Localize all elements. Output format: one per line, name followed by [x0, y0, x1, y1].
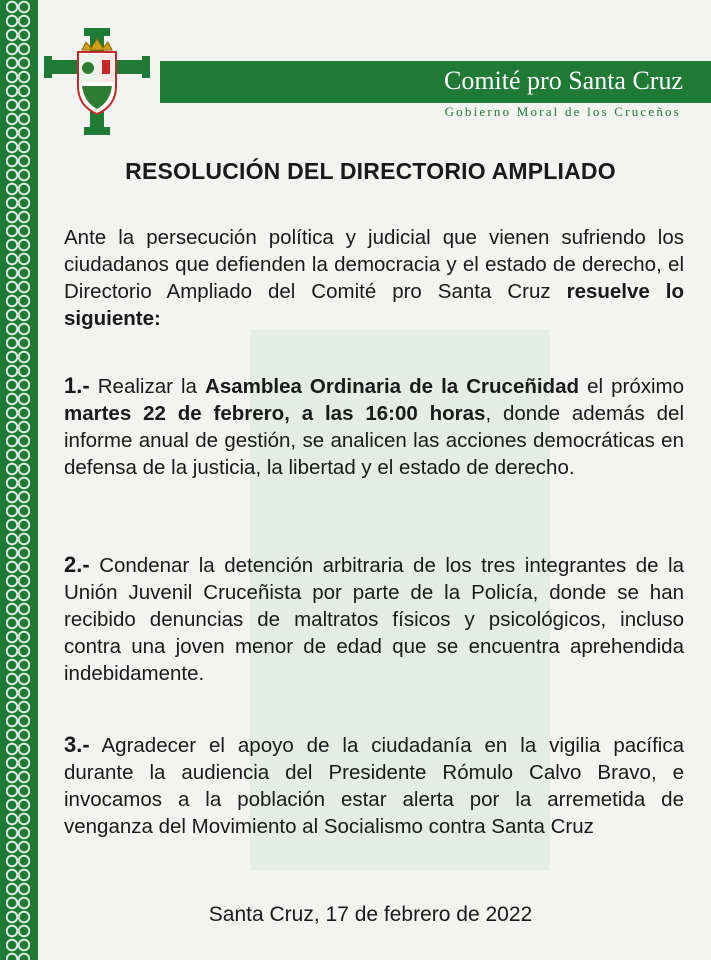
intro-bold: resuelve lo siguiente: — [64, 280, 684, 330]
item-number: 1.- — [64, 373, 90, 398]
item-text: el próximo — [587, 375, 684, 398]
intro-text: Ante la persecución política y judicial que vienen sufriendo los ciudadanos que defienden la democracia y el estado de derecho, el Directorio Ampliado del Comité pro Santa Cruz — [64, 226, 684, 303]
item-text: Condenar la detención arbitraria de los tres integrantes de la Unión Juvenil Cruceñista por parte de la Policía, donde se han recibido denuncias de maltratos físicos y psicológicos, incluso contra una joven menor de edad que se encuentra aprehendida indebidamente. — [64, 554, 684, 685]
border-pattern — [6, 0, 30, 960]
org-subtitle: Gobierno Moral de los Cruceños — [444, 104, 681, 119]
item-bold-text: Asamblea Ordinaria de la Cruceñidad — [205, 375, 580, 398]
resolution-item-2 — [64, 551, 684, 687]
item-text: Realizar la — [97, 375, 197, 398]
item-text: Agradecer el apoyo de la ciudadanía en la vigilia pacífica durante la audiencia del Presidente Rómulo Calvo Bravo, e invocamos a la población estar alerta por la arremetida de venganza del Movimiento al Socialismo contra Santa Cruz — [64, 734, 684, 838]
coat-of-arms-logo — [44, 24, 150, 139]
resolution-item-1 — [64, 372, 684, 481]
document-title: RESOLUCIÓN DEL DIRECTORIO AMPLIADO — [125, 158, 616, 184]
org-name: Comité pro Santa Cruz — [443, 66, 683, 95]
decorative-border — [0, 0, 38, 960]
document-date: Santa Cruz, 17 de febrero de 2022 — [208, 903, 533, 926]
item-bold-text: martes 22 de febrero, a las 16:00 horas — [64, 402, 486, 425]
item-text: , donde además del informe anual de gestión, se analicen las acciones democráticas en defensa de la justicia, la libertad y el estado de derecho. — [64, 402, 684, 479]
item-number: 2.- — [64, 552, 90, 577]
item-number: 3.- — [64, 732, 90, 757]
resolution-item-3 — [64, 731, 684, 840]
intro-paragraph — [64, 224, 684, 332]
